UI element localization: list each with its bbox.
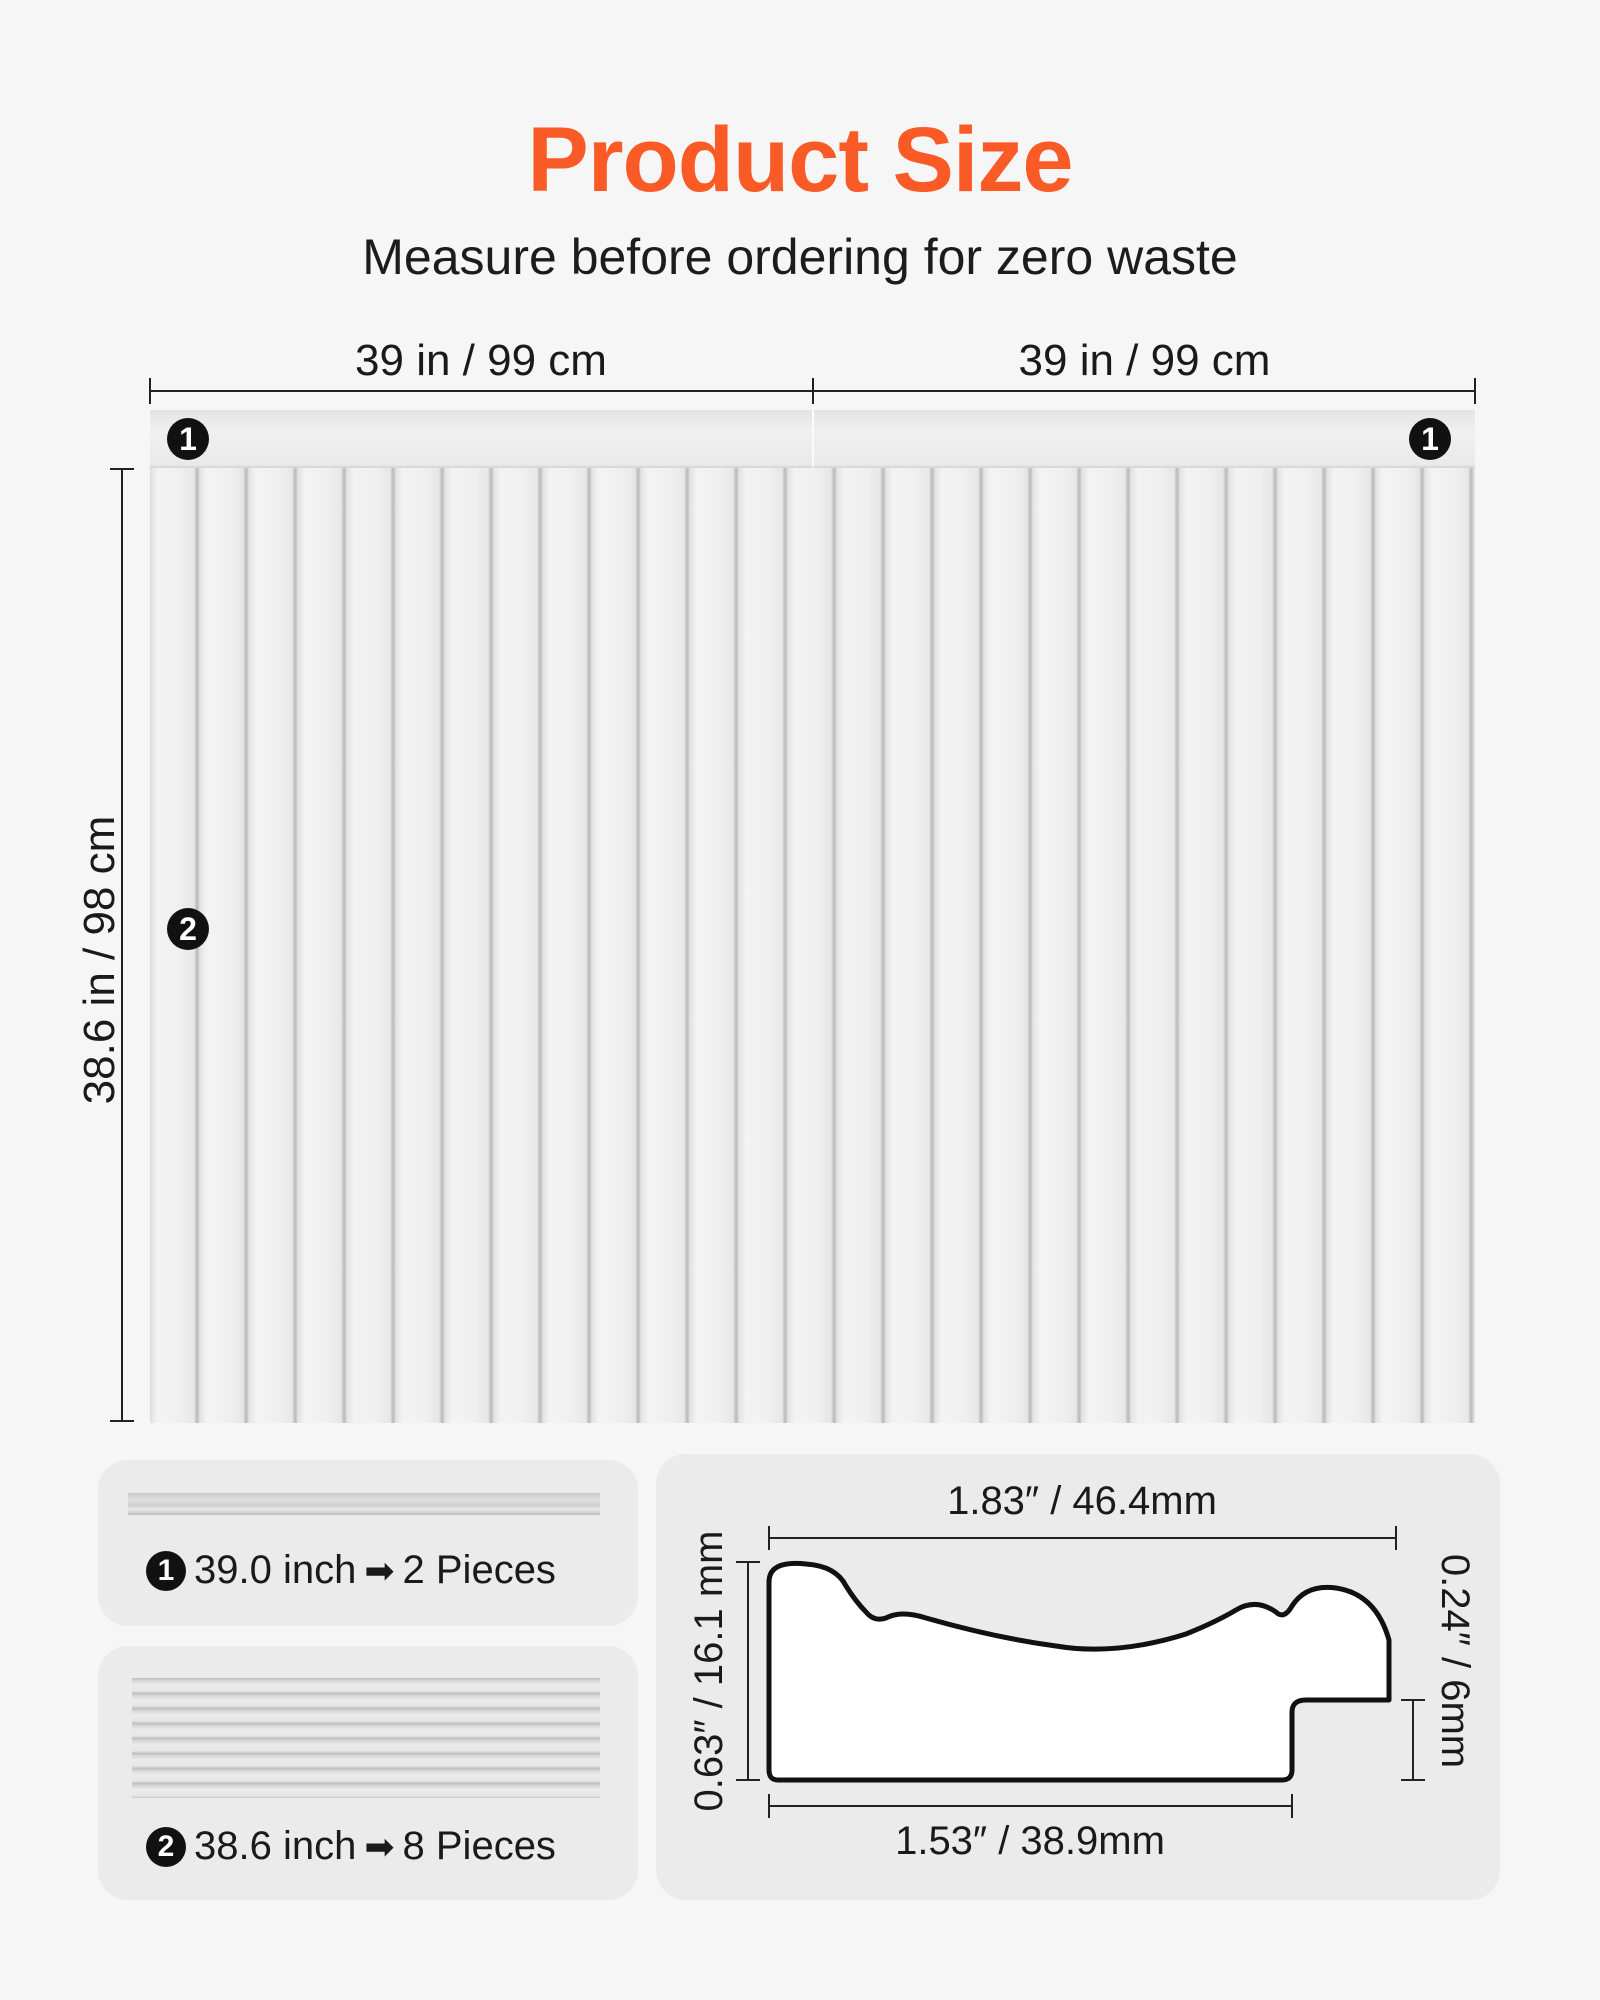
- top-rail-right: [814, 410, 1475, 468]
- rail-seam: [812, 410, 814, 466]
- slat-area: [150, 468, 1475, 1423]
- rail-piece-count: 2 Pieces: [402, 1548, 556, 1592]
- top-rail-left: [150, 410, 812, 468]
- page-subtitle: Measure before ordering for zero waste: [362, 229, 1238, 285]
- bottom-width-label: 1.53″ / 38.9mm: [895, 1819, 1165, 1863]
- width-dimension-tick-left: [149, 378, 151, 404]
- left-height-label: 0.63″ / 16.1 mm: [687, 1530, 731, 1812]
- profile-diagram: [656, 1454, 1500, 1900]
- slat-piece-image: [132, 1678, 600, 1798]
- width-label-right: 39 in / 99 cm: [1018, 336, 1271, 385]
- rail-piece-length: 39.0 inch: [194, 1548, 357, 1592]
- rail-piece-card: [98, 1460, 638, 1626]
- slat-piece-count: 8 Pieces: [402, 1824, 556, 1868]
- rail-piece-badge: 1: [146, 1551, 186, 1591]
- top-width-label: 1.83″ / 46.4mm: [947, 1479, 1217, 1523]
- slat-marker: 2: [167, 908, 209, 950]
- arrow-right-icon: ➡: [364, 1825, 395, 1867]
- profile-shape: [769, 1563, 1389, 1780]
- height-dimension-tick-bottom: [110, 1420, 134, 1422]
- width-label-left: 39 in / 99 cm: [355, 336, 607, 385]
- slat-piece-info: [146, 1824, 556, 1869]
- height-dimension-tick-top: [110, 468, 134, 470]
- rail-piece-info: [146, 1548, 556, 1593]
- width-dimension-tick-middle: [812, 378, 814, 404]
- slat-piece-badge: 2: [146, 1827, 186, 1867]
- height-label: 38.6 in / 98 cm: [75, 815, 124, 1105]
- right-height-label: 0.24″ / 6mm: [1433, 1553, 1477, 1769]
- arrow-right-icon: ➡: [364, 1549, 395, 1591]
- rail-marker-right: 1: [1409, 418, 1451, 460]
- slat-piece-length: 38.6 inch: [194, 1824, 357, 1868]
- rail-marker-left: 1: [167, 418, 209, 460]
- rail-piece-image: [128, 1493, 600, 1515]
- width-dimension-tick-right: [1474, 378, 1476, 404]
- page-title: Product Size: [527, 109, 1073, 211]
